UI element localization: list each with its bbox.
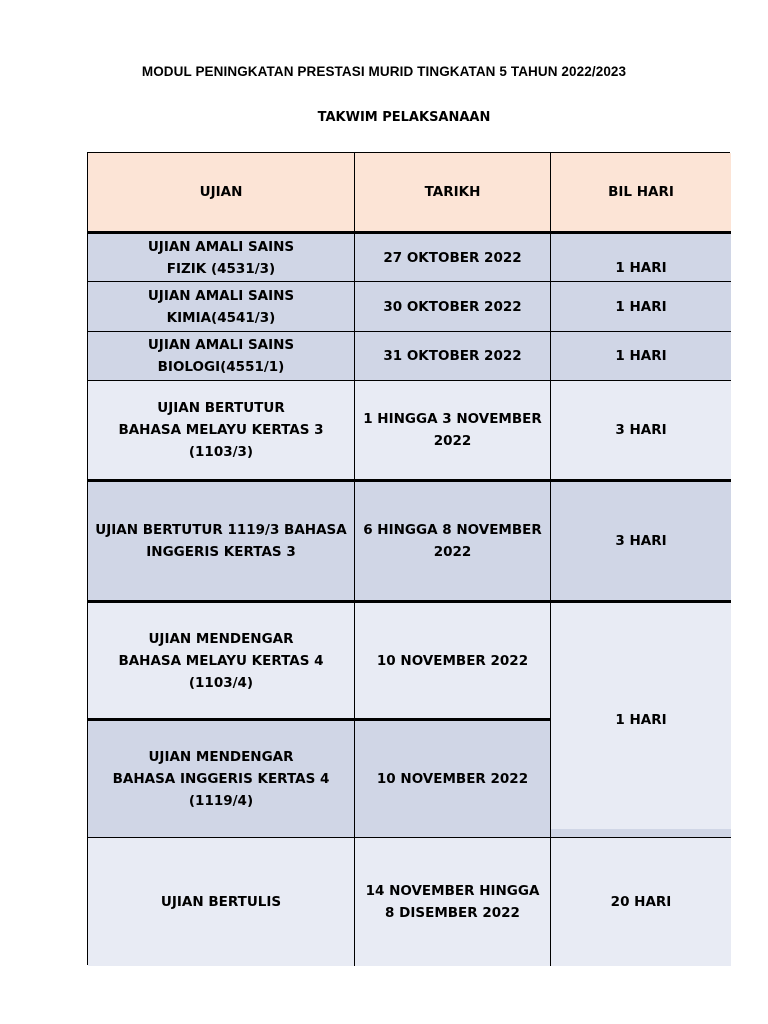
header-bil-hari: BIL HARI bbox=[551, 153, 731, 232]
row-4-bil-hari: 3 HARI bbox=[551, 381, 731, 480]
row-6-7-bil-hari: 1 HARI bbox=[551, 601, 731, 838]
row-5-tarikh: 6 HINGGA 8 NOVEMBER 2022 bbox=[355, 480, 551, 601]
row-7-tarikh: 10 NOVEMBER 2022 bbox=[355, 719, 551, 838]
row-5-ujian: UJIAN BERTUTUR 1119/3 BAHASA INGGERIS KERTAS 3 bbox=[88, 480, 355, 601]
schedule-table bbox=[87, 152, 730, 965]
row-8-ujian: UJIAN BERTULIS bbox=[88, 838, 355, 966]
row-4-ujian: UJIAN BERTUTUR BAHASA MELAYU KERTAS 3 (1103/3) bbox=[88, 381, 355, 480]
row-5-bil-hari: 3 HARI bbox=[551, 480, 731, 601]
row-4-tarikh: 1 HINGGA 3 NOVEMBER 2022 bbox=[355, 381, 551, 480]
row-3-tarikh: 31 OKTOBER 2022 bbox=[355, 332, 551, 381]
row-6-ujian: UJIAN MENDENGAR BAHASA MELAYU KERTAS 4 (1103/4) bbox=[88, 601, 355, 719]
row-3-bil-hari: 1 HARI bbox=[551, 332, 731, 381]
row-2-ujian: UJIAN AMALI SAINS KIMIA(4541/3) bbox=[88, 282, 355, 332]
row-8-tarikh: 14 NOVEMBER HINGGA 8 DISEMBER 2022 bbox=[355, 838, 551, 966]
row-2-tarikh: 30 OKTOBER 2022 bbox=[355, 282, 551, 332]
row-1-bil-hari: 1 HARI bbox=[551, 232, 731, 282]
row-1-tarikh: 27 OKTOBER 2022 bbox=[355, 232, 551, 282]
header-tarikh: TARIKH bbox=[355, 153, 551, 232]
row-7-ujian: UJIAN MENDENGAR BAHASA INGGERIS KERTAS 4 (1119/4) bbox=[88, 719, 355, 838]
row-1-ujian: UJIAN AMALI SAINS FIZIK (4531/3) bbox=[88, 232, 355, 282]
row-8-bil-hari: 20 HARI bbox=[551, 838, 731, 966]
row-3-ujian: UJIAN AMALI SAINS BIOLOGI(4551/1) bbox=[88, 332, 355, 381]
row-6-tarikh: 10 NOVEMBER 2022 bbox=[355, 601, 551, 719]
document-subtitle: TAKWIM PELAKSANAAN bbox=[317, 110, 491, 125]
header-ujian: UJIAN bbox=[88, 153, 355, 232]
document-title: MODUL PENINGKATAN PRESTASI MURID TINGKATAN 5 TAHUN 2022/2023 bbox=[141, 64, 627, 79]
row-2-bil-hari: 1 HARI bbox=[551, 282, 731, 332]
